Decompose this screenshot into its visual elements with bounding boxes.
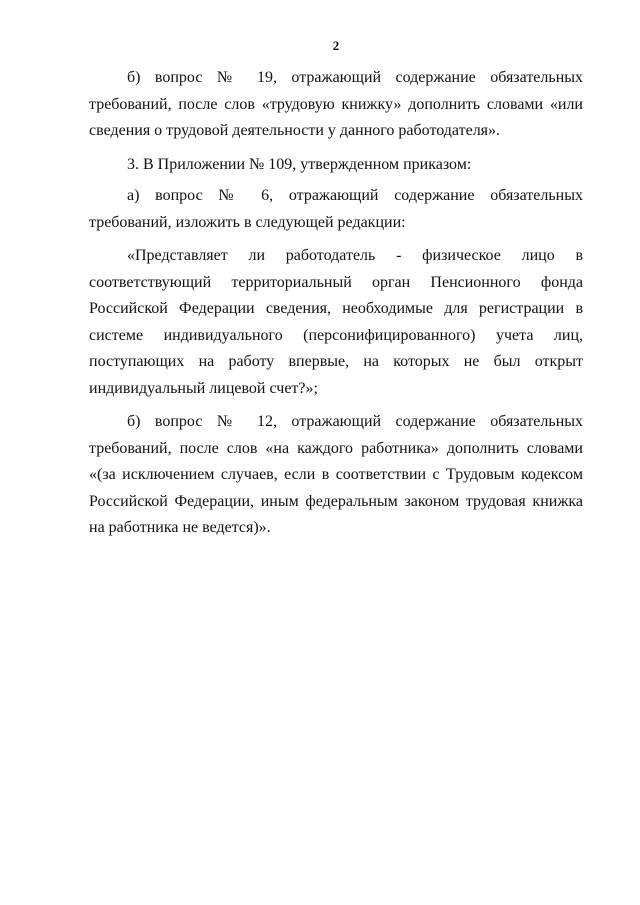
paragraph-question-6-text: «Представляет ли работодатель - физическое лицо в соответствующий территориальный орган Пенсионного фонда Российской Федерации сведения, необходимые для регистрации в системе индивидуального (персонифицированного) учета лиц, поступающих на работу впервые, на которых не был открыт индивидуальный лицевой счет?»; [89, 247, 583, 397]
document-body [89, 65, 583, 549]
page-number: 2 [332, 38, 340, 53]
paragraph-question-6: а) вопрос № 6, отражающий содержание обязательных требований, изложить в следующей редакции: [89, 187, 583, 231]
paragraph-appendix-109: 3. В Приложении № 109, утвержденном приказом: [127, 155, 472, 173]
paragraph-question-12: б) вопрос № 12, отражающий содержание обязательных требований, после слов «на каждого работника» дополнить словами «(за исключением случаев, если в соответствии с Трудовым кодексом Российской Федерации, иным федеральным законом трудовая книжка на работника не ведется)». [89, 413, 583, 536]
paragraph-question-19: б) вопрос № 19, отражающий содержание обязательных требований, после слов «трудовую книжку» дополнить словами «или сведения о трудовой деятельности у данного работодателя». [89, 69, 583, 139]
